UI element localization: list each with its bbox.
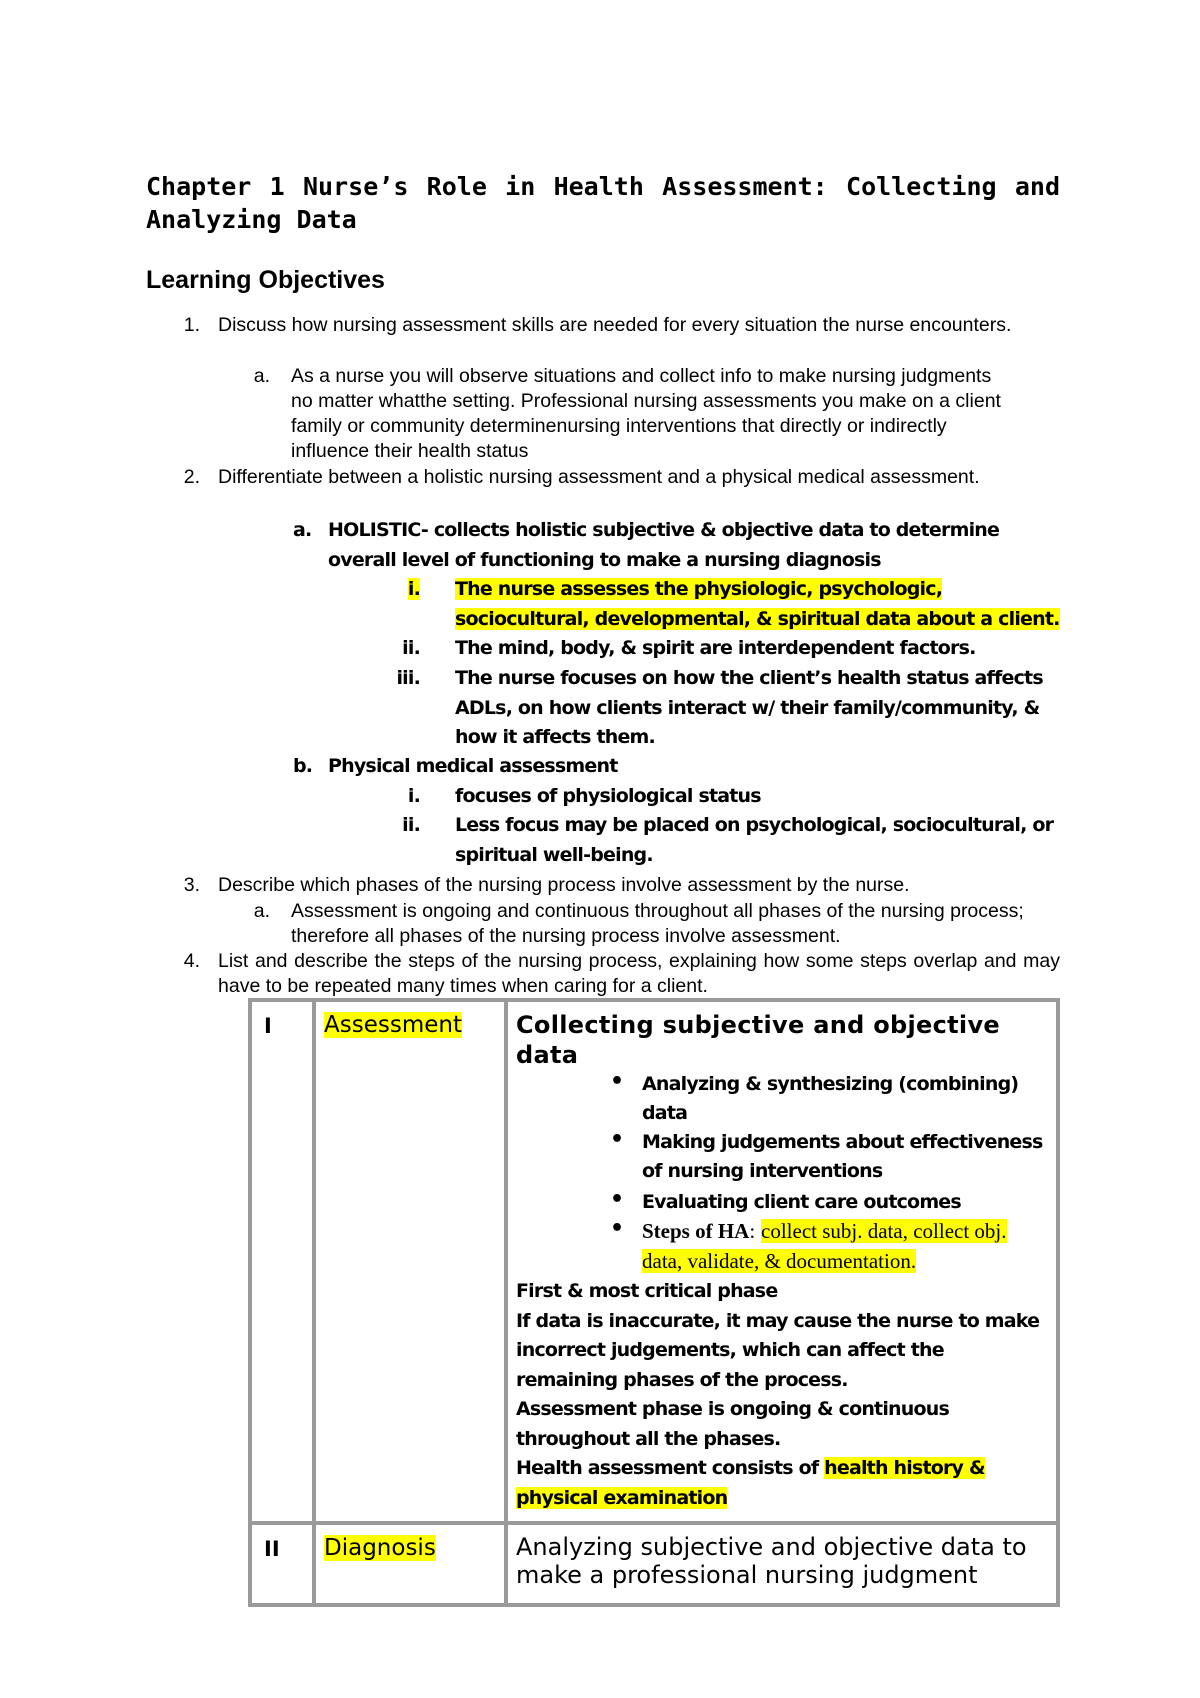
paragraph: Health assessment consists of health history & physical examination: [516, 1457, 985, 1509]
list-item: • Analyzing & synthesizing (combining) data: [610, 1069, 1019, 1124]
chapter-title: Chapter 1 Nurse’s Role in Health Assessment: Collecting and Analyzing Data: [146, 172, 1060, 234]
item-marker: i.: [407, 578, 420, 600]
list-item: • Evaluating client care outcomes: [610, 1187, 961, 1213]
nursing-process-table: [248, 998, 1060, 1607]
objective-marker: 1.: [183, 314, 200, 336]
bullet-icon: •: [610, 1187, 624, 1212]
phase-name: Assessment: [314, 1000, 506, 1523]
bullet-icon: •: [610, 1127, 624, 1152]
phase-name: Diagnosis: [314, 1523, 506, 1605]
subitem-text: Physical medical assessment: [328, 755, 618, 777]
subitem-marker: a.: [253, 900, 270, 922]
paragraph: Assessment phase is ongoing & continuous throughout all the phases.: [516, 1398, 949, 1450]
subitem-marker: b.: [293, 755, 313, 777]
item-text: Less focus may be placed on psychological, sociocultural, or spiritual well-being.: [455, 814, 1054, 866]
objective-text: Describe which phases of the nursing process involve assessment by the nurse.: [218, 874, 910, 896]
phase-heading: Analyzing subjective and objective data to make a professional nursing judgment: [516, 1533, 1027, 1589]
subitem-text: HOLISTIC- collects holistic subjective & objective data to determine overall level of functioning to make a nursing diagnosis: [328, 519, 1000, 571]
item-marker: ii.: [402, 814, 420, 836]
objective-marker: 3.: [183, 874, 200, 896]
section-heading: Learning Objectives: [146, 266, 385, 294]
subitem-marker: a.: [253, 365, 270, 387]
phase-heading: Collecting subjective and objective data: [516, 1011, 1000, 1069]
item-text: The mind, body, & spirit are interdependent factors.: [455, 637, 976, 659]
objective-text: Discuss how nursing assessment skills are needed for every situation the nurse encounters.: [218, 314, 1012, 336]
paragraph: If data is inaccurate, it may cause the nurse to make incorrect judgements, which can affect the remaining phases of the process.: [516, 1309, 1040, 1391]
item-marker: ii.: [402, 637, 420, 659]
subitem-text: As a nurse you will observe situations and collect info to make nursing judgments no matter whatthe setting. Professional nursing assessments you make on a client family or community determinenursing interventions that directly or indirectly influence their health status: [291, 365, 1001, 462]
item-text: focuses of physiological status: [455, 785, 761, 807]
phase-description: [506, 1000, 1058, 1523]
phase-description: [506, 1523, 1058, 1605]
objective-marker: 2.: [183, 466, 200, 488]
bullet-icon: •: [610, 1216, 624, 1241]
list-item: • Steps of HA: collect subj. data, collect obj. data, validate, & documentation.: [610, 1216, 1007, 1273]
step-number: I: [250, 1000, 314, 1523]
critical-note: First & most critical phase: [516, 1280, 778, 1302]
subitem-text: Assessment is ongoing and continuous throughout all phases of the nursing process; therefore all phases of the nursing process involve assessment.: [291, 900, 1024, 947]
bullet-icon: •: [610, 1069, 624, 1094]
item-marker: i.: [407, 785, 420, 807]
table-row: [250, 1523, 1058, 1605]
list-item: • Making judgements about effectiveness of nursing interventions: [610, 1127, 1043, 1182]
step-number: II: [250, 1523, 314, 1605]
item-text-highlighted: The nurse assesses the physiologic, psychologic, sociocultural, developmental, & spiritual data about a client.: [455, 578, 1060, 630]
objective-marker: 4.: [183, 950, 200, 972]
item-marker: iii.: [396, 667, 420, 689]
table-row: [250, 1000, 1058, 1523]
objective-text: List and describe the steps of the nursing process, explaining how some steps overlap and may have to be repeated many times when caring for a client.: [218, 950, 1060, 997]
objective-text: Differentiate between a holistic nursing assessment and a physical medical assessment.: [218, 466, 980, 488]
item-text: The nurse focuses on how the client’s health status affects ADLs, on how clients interact w/ their family/community, & how it affects them.: [455, 667, 1043, 748]
subitem-marker: a.: [293, 519, 312, 541]
